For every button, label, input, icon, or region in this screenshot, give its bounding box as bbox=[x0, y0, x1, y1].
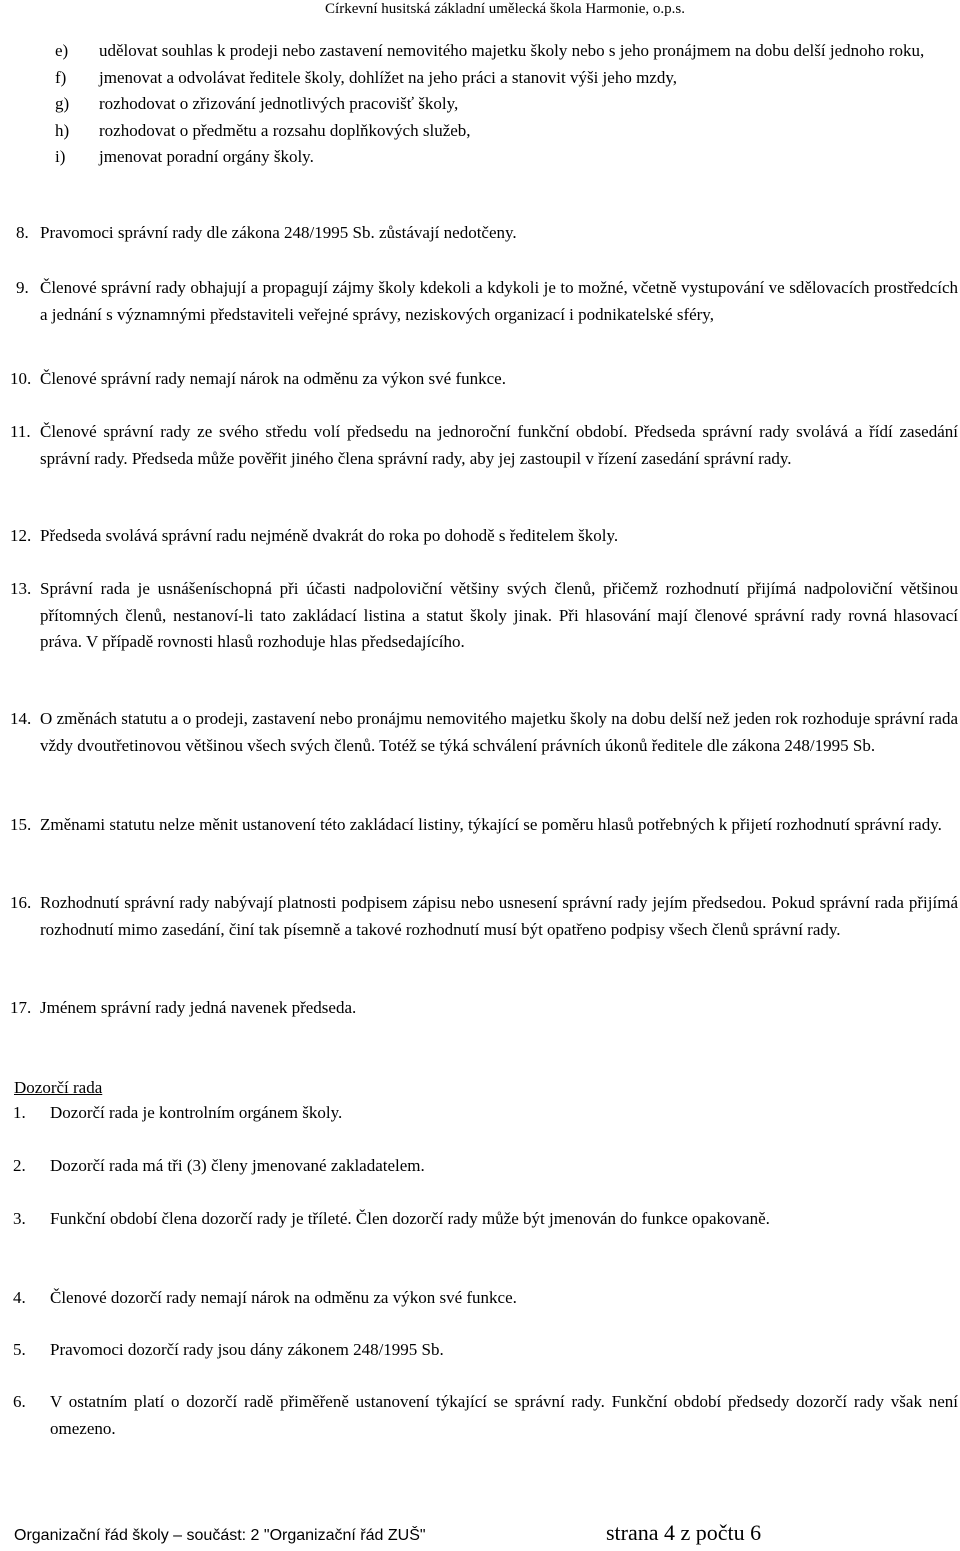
item-text: Předseda svolává správní radu nejméně dvakrát do roka po dohodě s ředitelem školy. bbox=[40, 526, 619, 545]
supervisory-item-5 bbox=[13, 1337, 958, 1364]
item-text: Změnami statutu nelze měnit ustanovení této zakládací listiny, týkající se poměru hlasů potřebných k přijetí rozhodnutí správní rady. bbox=[40, 815, 942, 834]
list-item bbox=[13, 1389, 958, 1442]
item-marker: 1. bbox=[13, 1103, 26, 1122]
item-text: rozhodovat o předmětu a rozsahu doplňkových služeb, bbox=[99, 120, 471, 140]
list-item bbox=[10, 890, 958, 943]
list-item bbox=[55, 38, 958, 65]
item-marker: 4. bbox=[13, 1288, 26, 1307]
item-marker: 5. bbox=[13, 1340, 26, 1359]
list-item bbox=[13, 1206, 958, 1233]
item-text: jmenovat a odvolávat ředitele školy, dohlížet na jeho práci a stanovit výši jeho mzdy, bbox=[99, 67, 677, 87]
item-marker: 8. bbox=[16, 223, 29, 242]
supervisory-item-1 bbox=[13, 1100, 958, 1127]
list-item bbox=[10, 812, 958, 839]
list-item bbox=[10, 366, 958, 393]
item-marker: 10. bbox=[10, 369, 32, 388]
item-marker: g) bbox=[55, 94, 70, 113]
item-marker: 3. bbox=[13, 1209, 26, 1228]
list-item bbox=[13, 1100, 958, 1127]
item-marker: 12. bbox=[10, 526, 32, 545]
item-text: Členové správní rady obhajují a propagují zájmy školy kdekoli a kdykoli je to možné, včetně vystupování ve sdělovacích prostředcích a jednání s významnými představiteli veřejné správy, neziskových organizací i podnikatelské sféry, bbox=[40, 278, 958, 324]
list-item bbox=[55, 118, 958, 145]
numbered-item-16 bbox=[10, 890, 958, 943]
numbered-item-8 bbox=[16, 220, 958, 247]
numbered-item-11 bbox=[10, 419, 958, 472]
item-marker: 15. bbox=[10, 815, 32, 834]
item-marker: e) bbox=[55, 41, 69, 60]
supervisory-item-2 bbox=[13, 1153, 958, 1180]
footer-document-name: Organizační řád školy – součást: 2 "Organizační řád ZUŠ" bbox=[14, 1527, 426, 1544]
numbered-item-9 bbox=[16, 275, 958, 328]
item-marker: f) bbox=[55, 67, 67, 87]
numbered-item-14 bbox=[10, 706, 958, 759]
item-text: Členové správní rady nemají nárok na odměnu za výkon své funkce. bbox=[40, 369, 506, 388]
school-name: Církevní husitská základní umělecká škola Harmonie, o.p.s. bbox=[325, 1, 685, 17]
item-text: Dozorčí rada má tři (3) členy jmenované zakladatelem. bbox=[50, 1156, 425, 1175]
item-text: Pravomoci správní rady dle zákona 248/1995 Sb. zůstávají nedotčeny. bbox=[40, 223, 517, 242]
page-footer bbox=[14, 1520, 944, 1545]
item-text: rozhodovat o zřizování jednotlivých pracovišť školy, bbox=[99, 94, 459, 113]
board-powers-list bbox=[55, 38, 958, 171]
list-item bbox=[13, 1337, 958, 1364]
item-text: Jménem správní rady jedná navenek předseda. bbox=[40, 998, 357, 1017]
page-number: strana 4 z počtu 6 bbox=[606, 1520, 762, 1545]
list-item bbox=[10, 995, 958, 1022]
item-text: Členové dozorčí rady nemají nárok na odměnu za výkon své funkce. bbox=[50, 1288, 517, 1307]
item-text: Správní rada je usnášeníschopná při účasti nadpoloviční většiny svých členů, přičemž rozhodnutí přijímá nadpoloviční většinou přítomných členů, nestanoví-li tato zakládací listina a statut školy jinak. Při hlasování mají členové správní rady rovná hlasovací práva. V případě rovnosti hlasů rozhoduje hlas předsedajícího. bbox=[40, 579, 958, 651]
item-marker: 11. bbox=[10, 422, 31, 441]
supervisory-item-4 bbox=[13, 1285, 958, 1312]
list-item bbox=[55, 91, 958, 118]
item-text: Dozorčí rada je kontrolním orgánem školy. bbox=[50, 1103, 343, 1122]
item-marker: 16. bbox=[10, 893, 32, 912]
item-text: Funkční období člena dozorčí rady je tříleté. Člen dozorčí rady může být jmenován do funkce opakovaně. bbox=[50, 1209, 770, 1228]
numbered-item-15 bbox=[10, 812, 958, 839]
item-text: Členové správní rady ze svého středu volí předsedu na jednoroční funkční období. Předseda správní rady svolává a řídí zasedání správní rady. Předseda může pověřit jiného člena správní rady, aby jej zastoupil v řízení zasedání správní rady. bbox=[40, 422, 958, 468]
item-marker: 9. bbox=[16, 278, 29, 297]
item-text: udělovat souhlas k prodeji nebo zastavení nemovitého majetku školy nebo s jeho pronájmem na dobu delší jednoho roku, bbox=[99, 41, 925, 60]
numbered-item-10 bbox=[10, 366, 958, 393]
item-marker: h) bbox=[55, 120, 70, 140]
supervisory-item-3 bbox=[13, 1206, 958, 1233]
list-item bbox=[10, 419, 958, 472]
list-item bbox=[16, 275, 958, 328]
item-text: Pravomoci dozorčí rady jsou dány zákonem 248/1995 Sb. bbox=[50, 1340, 444, 1359]
section-title: Dozorčí rada bbox=[14, 1078, 103, 1097]
page-header bbox=[0, 0, 960, 18]
item-text: V ostatním platí o dozorčí radě přiměřeně ustanovení týkající se správní rady. Funkční období předsedy dozorčí rady však není omezeno. bbox=[50, 1392, 958, 1438]
item-marker: 14. bbox=[10, 709, 32, 728]
item-text: O změnách statutu a o prodeji, zastavení nebo pronájmu nemovitého majetku školy na dobu delší než jeden rok rozhoduje správní rada vždy dvoutřetinovou většinou všech svých členů. Totéž se týká schválení právních úkonů ředitele dle zákona 248/1995 Sb. bbox=[40, 709, 958, 755]
numbered-item-12 bbox=[10, 523, 958, 550]
item-marker: 6. bbox=[13, 1392, 26, 1411]
list-item bbox=[10, 576, 958, 656]
list-item bbox=[16, 220, 958, 247]
list-item bbox=[55, 144, 958, 171]
list-item bbox=[10, 523, 958, 550]
item-marker: 2. bbox=[13, 1156, 26, 1175]
supervisory-item-6 bbox=[13, 1389, 958, 1442]
item-text: jmenovat poradní orgány školy. bbox=[99, 147, 314, 166]
numbered-item-17 bbox=[10, 995, 958, 1022]
list-item bbox=[55, 65, 958, 92]
numbered-item-13 bbox=[10, 576, 958, 656]
item-marker: i) bbox=[55, 147, 66, 166]
item-marker: 13. bbox=[10, 579, 32, 598]
item-text: Rozhodnutí správní rady nabývají platnosti podpisem zápisu nebo usnesení správní rady jejím předsedou. Pokud správní rada přijímá rozhodnutí mimo zasedání, činí tak písemně a takové rozhodnutí musí být opatřeno podpisy všech členů správní rady. bbox=[40, 893, 958, 939]
list-item bbox=[13, 1153, 958, 1180]
list-item bbox=[10, 706, 958, 759]
list-item bbox=[13, 1285, 958, 1312]
item-marker: 17. bbox=[10, 998, 32, 1017]
